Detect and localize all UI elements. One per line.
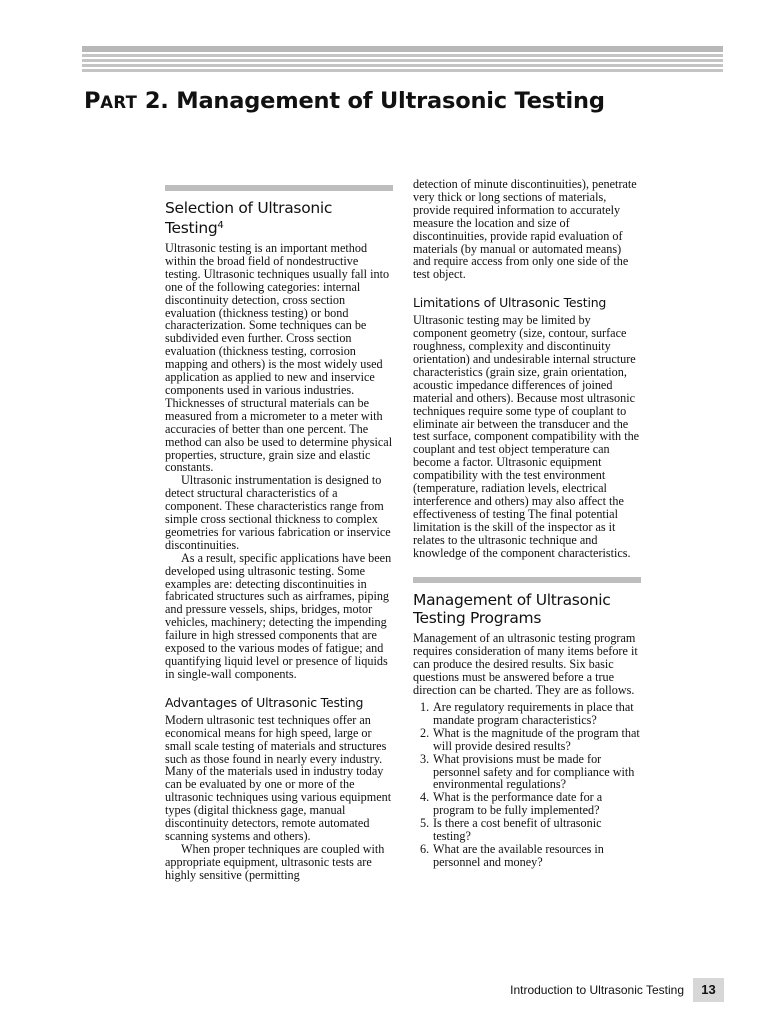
list-text: What provisions must be made for personnel safety and for compliance with environmental regulations?: [433, 751, 635, 792]
selection-paragraph-3: As a result, specific applications have been developed using ultrasonic testing. Some examples are: detecting discontinuities in fabricated structures such as airframes, piping and pressure vessels, ships, bridges, motor vehicles, machinery; detecting the impending failure in high stressed components that are exposed to the various modes of fatigue; and quantifying liquid level or presence of liquids in single-wall components.: [165, 550, 392, 681]
list-number: 5.: [420, 816, 430, 831]
list-item: [413, 817, 641, 843]
list-item: [413, 843, 641, 869]
section-bar: [165, 185, 393, 191]
list-item: [413, 791, 641, 817]
selection-paragraph-2: Ultrasonic instrumentation is designed to detect structural characteristics of a component. These characteristics range from simple cross sectional thickness to complex geometries for various fabrication or inservice discontinuities.: [165, 473, 391, 552]
list-text: Is there a cost benefit of ultrasonic testing?: [433, 816, 602, 844]
advantages-continued: detection of minute discontinuities), penetrate very thick or long sections of materials, provide required information to accurately measure the location and size of discontinuities, provide rapid evaluation of materials (by manual or automated means) and require access from only one side of the test object.: [413, 177, 637, 282]
part-title-text: 2. Management of Ultrasonic Testing: [137, 88, 605, 114]
advantages-paragraph-2: When proper techniques are coupled with appropriate equipment, ultrasonic tests are highly sensitive (permitting: [165, 841, 385, 882]
header-rule: [82, 46, 723, 52]
header-rule: [82, 54, 723, 57]
management-heading: Management of Ultrasonic Testing Programs: [413, 591, 611, 628]
list-text: What is the magnitude of the program that will provide desired results?: [433, 725, 640, 753]
page-footer: [500, 978, 724, 1002]
list-number: 2.: [420, 725, 430, 740]
limitations-paragraph: Ultrasonic testing may be limited by component geometry (size, contour, surface roughness, complexity and discontinuity orientation) and undesirable internal structure characteristics (grain size, grain orientation, acoustic impedance differences of joined material and others). Because most ultrasonic techniques require some type of couplant to eliminate air between the transducer and the test surface, component compatibility with the couplant and test object temperature can become a factor. Ultrasonic equipment compatibility with the test environment (temperature, radiation levels, electrical interference and others) may also affect the effectiveness of testing The final potential limitation is the skill of the inspector as it relates to the ultrasonic technique and knowledge of the component characteristics.: [413, 313, 640, 560]
header-rule-lines: [82, 46, 723, 76]
list-number: 3.: [420, 751, 430, 766]
management-paragraph: Management of an ultrasonic testing program requires consideration of many items before it can produce the desired results. Six basic questions must be answered before a true direction can be charted. They are as follows.: [413, 631, 638, 698]
advantages-paragraph-1: Modern ultrasonic test techniques offer an economical means for high speed, large or small scale testing of materials and structures such as those found in nearly every industry. Many of the materials used in industry today can be evaluated by one or more of the ultrasonic techniques using various equipment types (digital thickness gage, manual discontinuity detectors, remote automated scanning systems and others).: [165, 712, 392, 843]
list-number: 1.: [420, 700, 430, 714]
list-text: What are the available resources in personnel and money?: [433, 841, 604, 869]
right-column: [413, 178, 641, 869]
selection-heading: [165, 199, 393, 237]
list-number: 4.: [420, 790, 430, 805]
list-text: Are regulatory requirements in place that mandate program characteristics?: [433, 700, 634, 727]
questions-list: [413, 701, 641, 869]
footnote-ref: 4: [217, 220, 224, 231]
selection-heading-text: Selection of Ultrasonic Testing: [165, 199, 333, 237]
header-rule: [82, 64, 723, 67]
left-column: [165, 185, 393, 882]
advantages-heading: Advantages of Ultrasonic Testing: [165, 694, 364, 710]
running-footer-title: Introduction to Ultrasonic Testing: [510, 983, 684, 997]
part-title: [84, 88, 724, 114]
list-text: What is the performance date for a program to be fully implemented?: [433, 790, 603, 818]
list-item: [413, 753, 641, 792]
section-bar: [413, 577, 641, 583]
limitations-heading: Limitations of Ultrasonic Testing: [413, 295, 607, 311]
part-title-initial: P: [84, 88, 101, 114]
page-number: 13: [693, 978, 724, 1002]
header-rule: [82, 69, 723, 72]
list-number: 6.: [420, 841, 430, 856]
part-title-smallcaps: ART: [100, 93, 138, 112]
selection-paragraph-1: Ultrasonic testing is an important method within the broad field of nondestructive testing. Ultrasonic techniques usually fall into one of the following categories: internal discontinuity detection, cross section evaluation (thickness testing) or bond characterization. Some techniques can be subdivided even further. Cross section evaluation (thickness testing, corrosion mapping and others) is the most widely used application as applied to new and inservice components used in various industries. Thicknesses of structural materials can be measured from a micrometer to a meter with accuracies of better than one percent. The method can also be used to determine physical properties, structure, grain size and elastic constants.: [165, 241, 393, 475]
header-rule: [82, 59, 723, 62]
list-item: [413, 701, 641, 727]
list-item: [413, 727, 641, 753]
